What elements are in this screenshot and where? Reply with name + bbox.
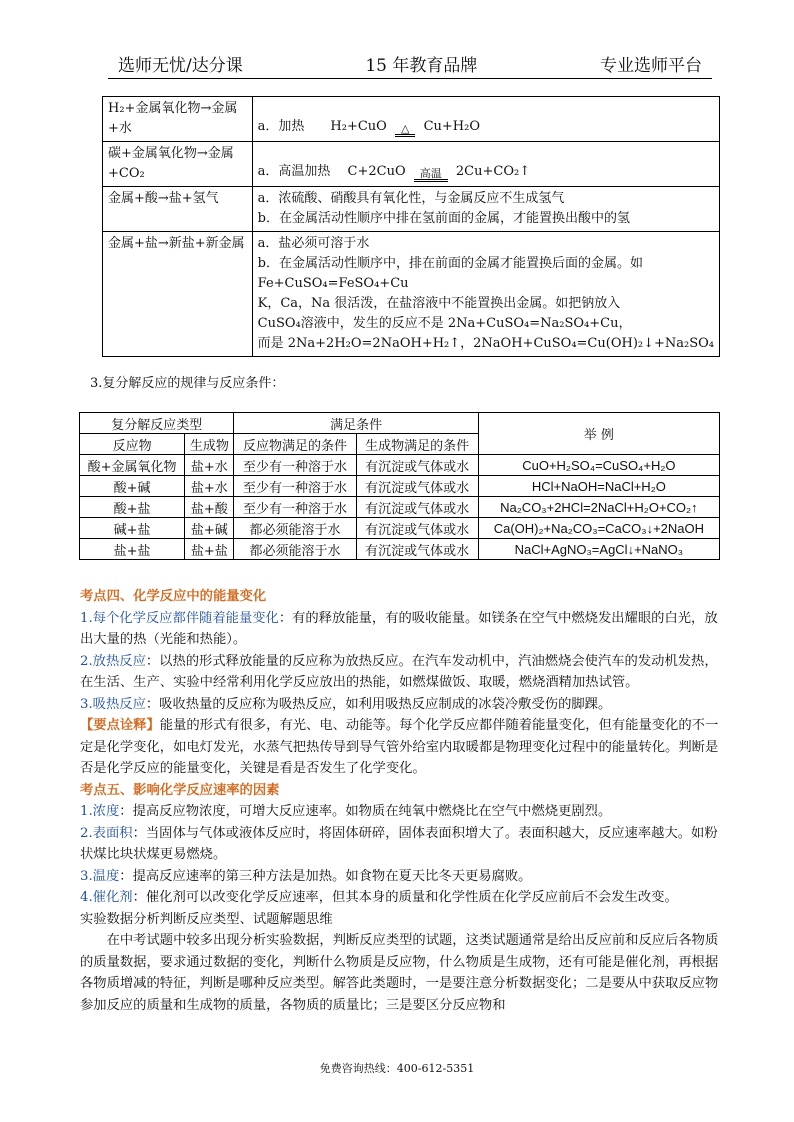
- cell-product: 盐+水: [185, 455, 234, 476]
- header-left: 选师无忧/达分课: [118, 56, 243, 76]
- cell-reactant-condition: 至少有一种溶于水: [234, 476, 356, 497]
- section3-title: 3.复分解反应的规律与反应条件：: [90, 376, 285, 391]
- cell-reactant: 盐+盐: [80, 539, 185, 560]
- condition-cell: [252, 97, 719, 142]
- condition-cell: [252, 142, 719, 187]
- reaction-rules-table: [102, 96, 720, 357]
- term-label: 3.吸热反应: [80, 696, 146, 712]
- header-example: 举 例: [478, 413, 719, 455]
- reaction-condition: △: [395, 124, 415, 137]
- condition-line: b．在金属活动性顺序中排在氢前面的金属，才能置换出酸中的氢: [257, 211, 630, 226]
- cell-example: HCl+NaOH=NaCl+H₂O: [478, 476, 719, 497]
- cell-product: 盐+碱: [185, 518, 234, 539]
- paragraph: 实验数据分析判断反应类型、试题解题思维: [80, 911, 333, 927]
- condition-line: Fe+CuSO₄=FeSO₄+Cu: [257, 276, 409, 291]
- cell-product-condition: 有沉淀或气体或水: [356, 455, 478, 476]
- paragraph: 2.表面积：当固体与气体或液体反应时，将固体研碎，固体表面积增大了。表面积越大，反应速率越大。如粉状煤比块状煤更易燃烧。: [80, 825, 718, 862]
- header-center: 15 年教育品牌: [365, 56, 478, 76]
- cell-product-condition: 有沉淀或气体或水: [356, 518, 478, 539]
- cell-product-condition: 有沉淀或气体或水: [356, 539, 478, 560]
- cell-example: CuO+H₂SO₄=CuSO₄+H₂O: [478, 455, 719, 476]
- header-product: 生成物: [185, 434, 234, 455]
- term-label: 4.催化剂: [80, 890, 133, 905]
- header-reactant-condition: 反应物满足的条件: [234, 434, 356, 455]
- cell-product-condition: 有沉淀或气体或水: [356, 476, 478, 497]
- condition-line: a．高温加热 C+2CuO 高温 2Cu+CO₂↑: [257, 164, 531, 180]
- header-right: 专业选师平台: [600, 56, 702, 76]
- cell-product-condition: 有沉淀或气体或水: [356, 497, 478, 518]
- condition-line: a．盐必须可溶于水: [257, 236, 370, 251]
- table-header-row: [80, 413, 720, 434]
- term-label: 1.每个化学反应都伴随着能量变化: [80, 610, 279, 626]
- cell-product: 盐+水: [185, 476, 234, 497]
- condition-cell: [252, 187, 719, 232]
- paragraph: 1.浓度：提高反应物浓度，可增大反应速率。如物质在纯氧中燃烧比在空气中燃烧更剧烈。: [80, 804, 612, 819]
- page-header: [108, 50, 712, 79]
- paragraph: 【要点诠释】能量的形式有很多，有光、电、动能等。每个化学反应都伴随着能量变化，但有能量变化的不一定是化学变化，如电灯发光，水蒸气把热传导到导气管外给室内取暖都是物理变化过程中的能量转化。判断是否是化学反应的能量变化，关键是看是否发生了化学变化。: [80, 718, 719, 776]
- condition-line: CuSO₄溶液中，发生的反应不是 2Na+CuSO₄=Na₂SO₄+Cu，: [257, 316, 632, 331]
- paragraph: 3.温度：提高反应速率的第三种方法是加热。如食物在夏天比冬天更易腐败。: [80, 868, 532, 884]
- cell-example: Ca(OH)₂+Na₂CO₃=CaCO₃↓+2NaOH: [478, 518, 719, 539]
- condition-cell: [252, 232, 719, 357]
- term-label: 1.浓度: [80, 804, 120, 819]
- cell-example: Na₂CO₃+2HCl=2NaCl+H₂O+CO₂↑: [478, 497, 719, 518]
- table-row: [80, 476, 720, 497]
- table-row: [103, 187, 720, 232]
- double-decomposition-table: [79, 412, 720, 560]
- rule-cell: H₂+金属氧化物→金属+水: [103, 97, 253, 142]
- rule-cell: 金属+酸→盐+氢气: [103, 187, 253, 232]
- header-product-condition: 生成物满足的条件: [356, 434, 478, 455]
- term-label: 2.放热反应: [80, 653, 146, 669]
- cell-reactant-condition: 至少有一种溶于水: [234, 455, 356, 476]
- condition-line: 而是 2Na+2H₂O=2NaOH+H₂↑，2NaOH+CuSO₄=Cu(OH)₂↓+Na₂SO₄: [257, 336, 714, 351]
- cell-product: 盐+酸: [185, 497, 234, 518]
- condition-line: a．加热 H₂+CuO △ Cu+H₂O: [257, 119, 480, 135]
- reaction-condition: 高温: [414, 169, 448, 182]
- paragraph: 4.催化剂：催化剂可以改变化学反应速率，但其本身的质量和化学性质在化学反应前后不会发生改变。: [80, 890, 678, 905]
- cell-reactant: 酸+盐: [80, 497, 185, 518]
- table-row: [80, 518, 720, 539]
- paragraph: 2.放热反应：以热的形式释放能量的反应称为放热反应。在汽车发动机中，汽油燃烧会使汽车的发动机发热，在生活、生产、实验中经常利用化学反应放出的热能，如燃煤做饭、取暖，燃烧酒精加热试管。: [80, 653, 718, 690]
- condition-line: K，Ca，Na 很活泼，在盐溶液中不能置换出金属。如把钠放入: [257, 296, 621, 311]
- section5-title: 考点五、影响化学反应速率的因素: [80, 782, 280, 798]
- cell-reactant-condition: 至少有一种溶于水: [234, 497, 356, 518]
- paragraph: 3.吸热反应：吸收热量的反应称为吸热反应，如利用吸热反应制成的冰袋冷敷受伤的脚踝。: [80, 696, 612, 712]
- term-label: 2.表面积: [80, 825, 133, 841]
- table-row: [80, 497, 720, 518]
- table-row: [103, 142, 720, 187]
- cell-reactant: 碱+盐: [80, 518, 185, 539]
- cell-reactant: 酸+碱: [80, 476, 185, 497]
- cell-example: NaCl+AgNO₃=AgCl↓+NaNO₃: [478, 539, 719, 560]
- rule-cell: 碳+金属氧化物→金属+CO₂: [103, 142, 253, 187]
- rule-cell: 金属+盐→新盐+新金属: [103, 232, 253, 357]
- header-reactant: 反应物: [80, 434, 185, 455]
- condition-line: a．浓硫酸、硝酸具有氧化性，与金属反应不生成氢气: [257, 191, 565, 206]
- section4-title: 考点四、化学反应中的能量变化: [80, 589, 267, 604]
- paragraph: 1.每个化学反应都伴随着能量变化：有的释放能量，有的吸收能量。如镁条在空气中燃烧发出耀眼的白光，放出大量的热（光能和热能）。: [80, 610, 718, 647]
- cell-product: 盐+盐: [185, 539, 234, 560]
- cell-reactant: 酸+金属氧化物: [80, 455, 185, 476]
- table-row: [103, 97, 720, 142]
- table-row: [103, 232, 720, 357]
- footer-hotline: 免费咨询热线：400-612-5351: [319, 1062, 475, 1075]
- header-condition: 满足条件: [234, 413, 478, 434]
- header-type: 复分解反应类型: [80, 413, 234, 434]
- term-label: 3.温度: [80, 868, 120, 884]
- cell-reactant-condition: 都必须能溶于水: [234, 518, 356, 539]
- table-row: [80, 455, 720, 476]
- condition-line: b．在金属活动性顺序中，排在前面的金属才能置换后面的金属。如: [257, 256, 643, 271]
- note-label: 【要点诠释】: [80, 718, 160, 733]
- table-row: [80, 539, 720, 560]
- paragraph: 在中考试题中较多出现分析实验数据，判断反应类型的试题，这类试题通常是给出反应前和反应后各物质的质量数据，要求通过数据的变化，判断什么物质是反应物，什么物质是生成物，还有可能是催化剂，再根据各物质增减的特征，判断是哪种反应类型。解答此类题时，一是要注意分析数据变化；二是要从中获取反应物参加反应的质量和生成物的质量，各物质的质量比；三是要区分反应物和: [80, 933, 719, 1013]
- cell-reactant-condition: 都必须能溶于水: [234, 539, 356, 560]
- main-text: [80, 586, 720, 1016]
